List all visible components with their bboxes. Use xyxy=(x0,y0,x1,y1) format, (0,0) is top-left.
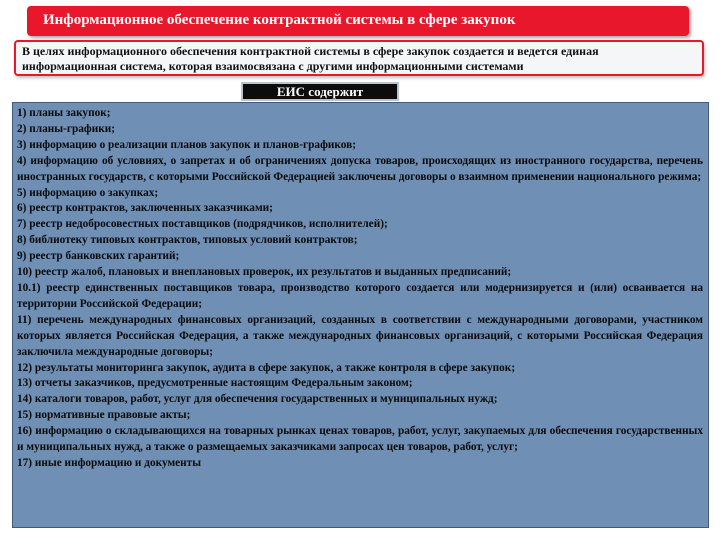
list-item: 4) информацию об условиях, о запретах и об ограничениях допуска товаров, происходящих из иностранного государства, перечень иностранных государств, с которыми Российской Федерацией заключены договоры о взаимном применении национального режима; xyxy=(17,154,703,183)
list-item: 14) каталоги товаров, работ, услуг для обеспечения государственных и муниципальных нужд; xyxy=(17,393,498,406)
slide-title: Информационное обеспечение контрактной системы в сфере закупок xyxy=(27,6,689,36)
list-item: 3) информацию о реализации планов закупок и планов-графиков; xyxy=(17,138,356,151)
list-item: 5) информацию о закупках; xyxy=(17,186,159,199)
list-item: 6) реестр контрактов, заключенных заказчиками; xyxy=(17,202,273,215)
list-item: 8) библиотеку типовых контрактов, типовых условий контрактов; xyxy=(17,234,358,247)
list-item: 17) иные информацию и документы xyxy=(17,456,202,469)
list-item: 1) планы закупок; xyxy=(17,107,111,119)
list-item: 10) реестр жалоб, плановых и внеплановых проверок, их результатов и выданных предписаний; xyxy=(17,266,512,279)
list-item: 10.1) реестр единственных поставщиков товара, производство которого создается или модернизируется и (или) осваивается на территории Российской Федерации; xyxy=(17,281,703,310)
eis-label: ЕИС содержит xyxy=(241,82,399,101)
list-item: 11) перечень международных финансовых организаций, созданных в соответствии с международными договорами, участником которых является Российская Федерация, а также международных финансовых организаций, с которыми Российская Федерация заключила международные договоры; xyxy=(17,313,703,358)
list-item: 16) информацию о складывающихся на товарных рынках ценах товаров, работ, услуг, закупаемых для обеспечения государственных и муниципальных нужд, а также о размещаемых заказчиками запросах цен товаров, работ, услуг; xyxy=(17,425,703,454)
list-item: 7) реестр недобросовестных поставщиков (подрядчиков, исполнителей); xyxy=(17,218,388,231)
list-item: 2) планы-графики; xyxy=(17,122,115,135)
content-list xyxy=(12,102,709,528)
list-item: 12) результаты мониторинга закупок, аудита в сфере закупок, а также контроля в сфере закупок; xyxy=(17,361,516,374)
intro-text: В целях информационного обеспечения контрактной системы в сфере закупок создается и ведется единая информационная система, которая взаимосвязана с другими информационными системами xyxy=(14,40,704,76)
list-item: 13) отчеты заказчиков, предусмотренные настоящим Федеральным законом; xyxy=(17,377,413,390)
list-item: 9) реестр банковских гарантий; xyxy=(17,250,180,263)
list-item: 15) нормативные правовые акты; xyxy=(17,409,191,422)
